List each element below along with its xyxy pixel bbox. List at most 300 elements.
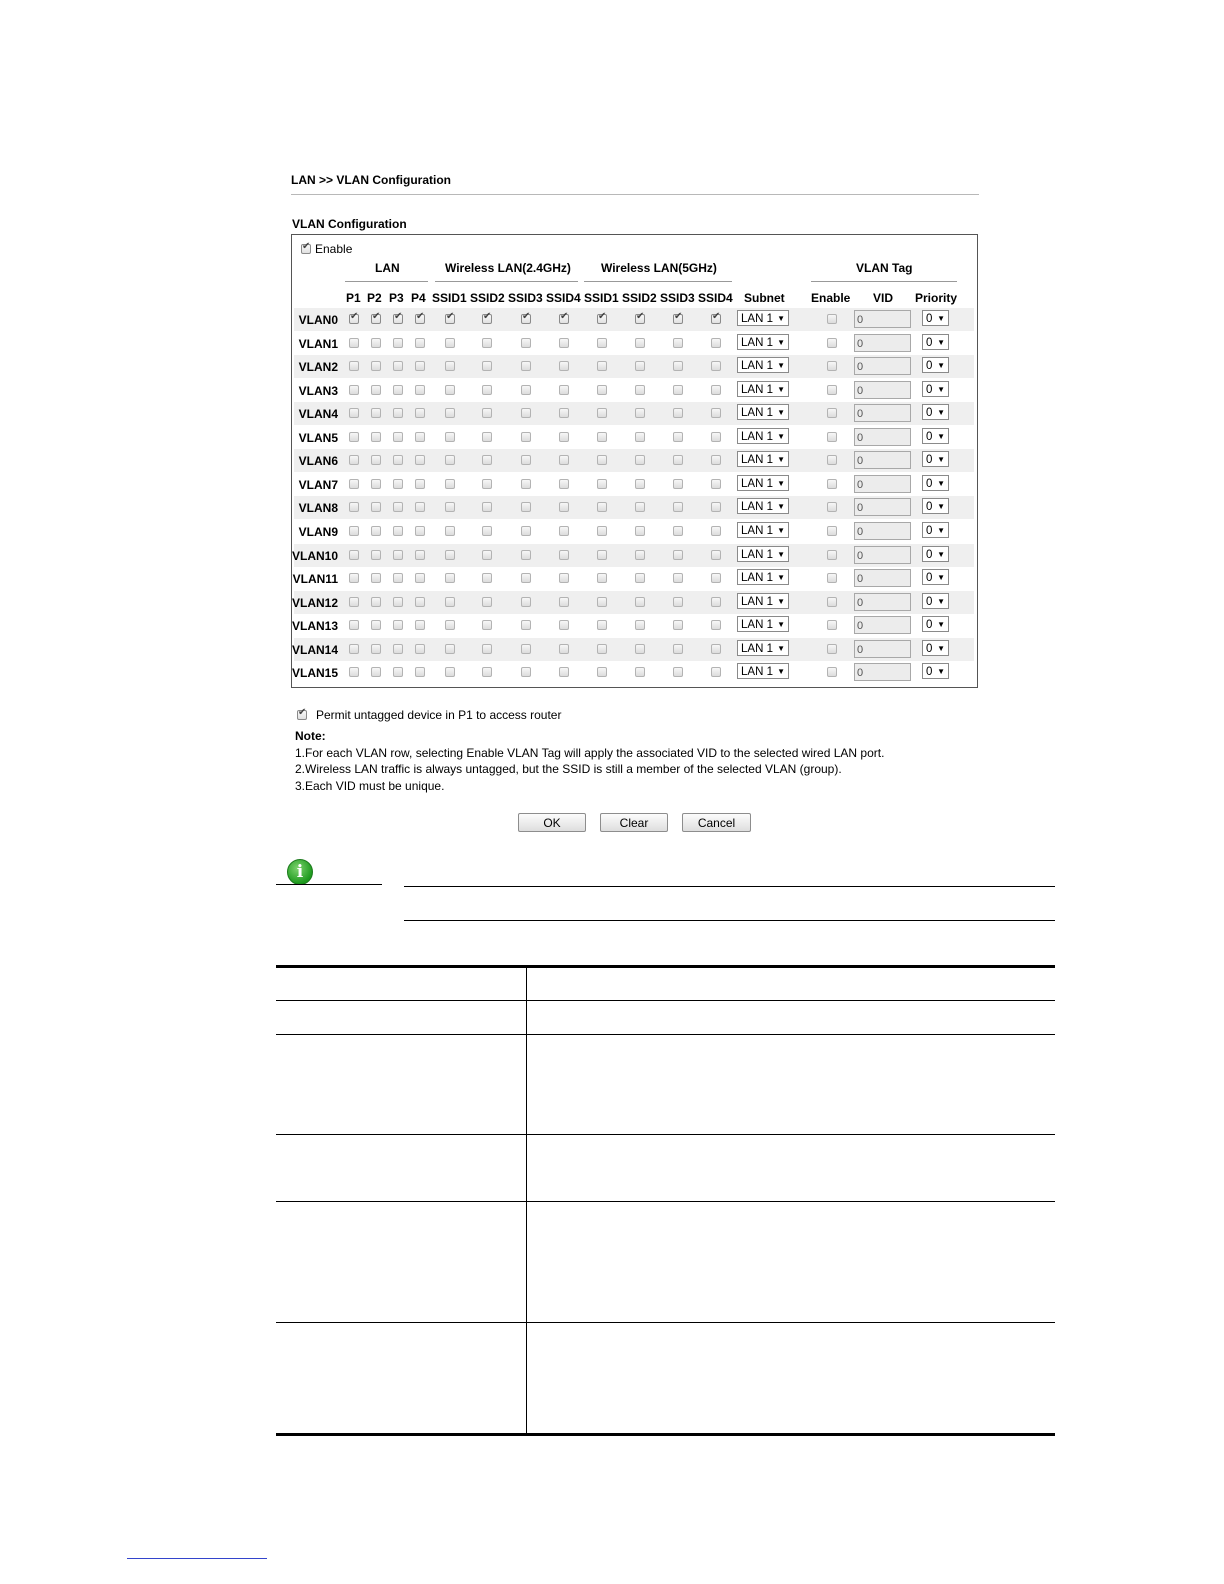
port-member-checkbox[interactable]: [393, 479, 403, 489]
port-member-checkbox[interactable]: [597, 314, 607, 324]
port-member-checkbox[interactable]: [415, 667, 425, 677]
port-member-checkbox[interactable]: [597, 526, 607, 536]
vid-input[interactable]: 0: [854, 428, 911, 446]
port-member-checkbox[interactable]: [482, 667, 492, 677]
port-member-checkbox[interactable]: [597, 408, 607, 418]
port-member-checkbox[interactable]: [393, 573, 403, 583]
vid-input[interactable]: 0: [854, 451, 911, 469]
port-member-checkbox[interactable]: [371, 479, 381, 489]
port-member-checkbox[interactable]: [673, 314, 683, 324]
subnet-select[interactable]: [737, 663, 789, 679]
port-member-checkbox[interactable]: [711, 667, 721, 677]
table-row-rule: [276, 1000, 1055, 1001]
port-member-checkbox[interactable]: [349, 432, 359, 442]
port-member-checkbox[interactable]: [393, 385, 403, 395]
port-member-checkbox[interactable]: [349, 479, 359, 489]
port-member-checkbox[interactable]: [521, 550, 531, 560]
port-member-checkbox[interactable]: [415, 573, 425, 583]
port-member-checkbox[interactable]: [482, 644, 492, 654]
col-head-vid: VID: [873, 291, 894, 305]
port-member-checkbox[interactable]: [349, 455, 359, 465]
port-member-checkbox[interactable]: [482, 314, 492, 324]
vlan-tag-enable-checkbox[interactable]: [827, 479, 837, 489]
port-member-checkbox[interactable]: [673, 385, 683, 395]
port-member-checkbox[interactable]: [482, 502, 492, 512]
port-member-checkbox[interactable]: [597, 644, 607, 654]
port-member-checkbox[interactable]: [415, 455, 425, 465]
port-member-checkbox[interactable]: [597, 338, 607, 348]
priority-select[interactable]: [922, 663, 949, 679]
port-member-checkbox[interactable]: [521, 620, 531, 630]
priority-select[interactable]: [922, 616, 949, 632]
port-member-checkbox[interactable]: [597, 620, 607, 630]
vid-input[interactable]: 0: [854, 640, 911, 658]
port-member-checkbox[interactable]: [559, 338, 569, 348]
port-member-checkbox[interactable]: [559, 479, 569, 489]
port-member-checkbox[interactable]: [635, 644, 645, 654]
port-member-checkbox[interactable]: [445, 573, 455, 583]
col-head-port: P4: [411, 291, 426, 305]
port-member-checkbox[interactable]: [711, 479, 721, 489]
vlan-row-label: VLAN6: [298, 454, 338, 469]
port-member-checkbox[interactable]: [445, 644, 455, 654]
port-member-checkbox[interactable]: [521, 597, 531, 607]
port-member-checkbox[interactable]: [597, 667, 607, 677]
subnet-select[interactable]: [737, 498, 789, 514]
port-member-checkbox[interactable]: [445, 502, 455, 512]
port-member-checkbox[interactable]: [349, 667, 359, 677]
port-member-checkbox[interactable]: [371, 314, 381, 324]
vid-input[interactable]: 0: [854, 663, 911, 681]
port-member-checkbox[interactable]: [371, 644, 381, 654]
subnet-select[interactable]: [737, 569, 789, 585]
chevron-down-icon: ▼: [777, 337, 785, 347]
priority-select[interactable]: [922, 522, 949, 538]
port-member-checkbox[interactable]: [521, 432, 531, 442]
chevron-down-icon: ▼: [777, 455, 785, 465]
vid-input[interactable]: 0: [854, 616, 911, 634]
port-member-checkbox[interactable]: [559, 667, 569, 677]
port-member-checkbox[interactable]: [371, 573, 381, 583]
port-member-checkbox[interactable]: [349, 502, 359, 512]
subnet-select-value: LAN 1: [741, 595, 773, 608]
port-member-checkbox[interactable]: [445, 408, 455, 418]
port-member-checkbox[interactable]: [597, 479, 607, 489]
vlan-tag-enable-checkbox[interactable]: [827, 644, 837, 654]
port-member-checkbox[interactable]: [597, 550, 607, 560]
port-member-checkbox[interactable]: [349, 644, 359, 654]
clear-button[interactable]: Clear: [600, 813, 668, 832]
port-member-checkbox[interactable]: [673, 338, 683, 348]
port-member-checkbox[interactable]: [597, 385, 607, 395]
priority-select[interactable]: [922, 640, 949, 656]
port-member-checkbox[interactable]: [445, 455, 455, 465]
priority-select[interactable]: [922, 357, 949, 373]
port-member-checkbox[interactable]: [393, 455, 403, 465]
port-member-checkbox[interactable]: [349, 597, 359, 607]
subnet-select[interactable]: [737, 522, 789, 538]
port-member-checkbox[interactable]: [415, 620, 425, 630]
port-member-checkbox[interactable]: [521, 573, 531, 583]
port-member-checkbox[interactable]: [415, 644, 425, 654]
priority-select-value: 0: [926, 548, 933, 561]
port-member-checkbox[interactable]: [482, 526, 492, 536]
port-member-checkbox[interactable]: [482, 597, 492, 607]
port-member-checkbox[interactable]: [371, 432, 381, 442]
port-member-checkbox[interactable]: [521, 479, 531, 489]
group-wlan5-label: Wireless LAN(5GHz): [601, 261, 717, 275]
vid-input[interactable]: 0: [854, 569, 911, 587]
port-member-checkbox[interactable]: [521, 526, 531, 536]
vlan-row-label: VLAN3: [298, 383, 338, 398]
vlan-enable-checkbox[interactable]: [301, 244, 311, 254]
port-member-checkbox[interactable]: [415, 361, 425, 371]
vid-input[interactable]: 0: [854, 334, 911, 352]
vid-input[interactable]: 0: [854, 381, 911, 399]
vid-input[interactable]: 0: [854, 546, 911, 564]
port-member-checkbox[interactable]: [445, 550, 455, 560]
port-member-checkbox[interactable]: [415, 479, 425, 489]
chevron-down-icon: ▼: [777, 667, 785, 677]
port-member-checkbox[interactable]: [673, 550, 683, 560]
port-member-checkbox[interactable]: [559, 455, 569, 465]
port-member-checkbox[interactable]: [445, 526, 455, 536]
port-member-checkbox[interactable]: [415, 408, 425, 418]
port-member-checkbox[interactable]: [371, 385, 381, 395]
port-member-checkbox[interactable]: [559, 573, 569, 583]
subnet-select[interactable]: [737, 357, 789, 373]
port-member-checkbox[interactable]: [371, 361, 381, 371]
col-head-port: P2: [367, 291, 382, 305]
subnet-select-value: LAN 1: [741, 501, 773, 514]
vid-input[interactable]: 0: [854, 357, 911, 375]
port-member-checkbox[interactable]: [711, 573, 721, 583]
port-member-checkbox[interactable]: [635, 550, 645, 560]
port-member-checkbox[interactable]: [673, 361, 683, 371]
port-member-checkbox[interactable]: [349, 408, 359, 418]
vlan-tag-enable-checkbox[interactable]: [827, 314, 837, 324]
port-member-checkbox[interactable]: [635, 361, 645, 371]
port-member-checkbox[interactable]: [521, 502, 531, 512]
vid-input[interactable]: 0: [854, 593, 911, 611]
port-member-checkbox[interactable]: [371, 526, 381, 536]
priority-select[interactable]: [922, 310, 949, 326]
vid-input[interactable]: 0: [854, 498, 911, 516]
subnet-select[interactable]: [737, 310, 789, 326]
port-member-checkbox[interactable]: [371, 667, 381, 677]
port-member-checkbox[interactable]: [393, 620, 403, 630]
port-member-checkbox[interactable]: [559, 550, 569, 560]
chevron-down-icon: ▼: [777, 408, 785, 418]
port-member-checkbox[interactable]: [415, 597, 425, 607]
port-member-checkbox[interactable]: [349, 385, 359, 395]
priority-select[interactable]: [922, 404, 949, 420]
port-member-checkbox[interactable]: [597, 597, 607, 607]
port-member-checkbox[interactable]: [393, 361, 403, 371]
port-member-checkbox[interactable]: [349, 361, 359, 371]
port-member-checkbox[interactable]: [482, 550, 492, 560]
priority-select-value: 0: [926, 454, 933, 467]
port-member-checkbox[interactable]: [371, 338, 381, 348]
subnet-select[interactable]: [737, 640, 789, 656]
port-member-checkbox[interactable]: [482, 620, 492, 630]
port-member-checkbox[interactable]: [371, 597, 381, 607]
port-member-checkbox[interactable]: [415, 314, 425, 324]
subnet-select[interactable]: [737, 475, 789, 491]
port-member-checkbox[interactable]: [597, 502, 607, 512]
port-member-checkbox[interactable]: [673, 644, 683, 654]
port-member-checkbox[interactable]: [393, 432, 403, 442]
cancel-button[interactable]: Cancel: [682, 813, 751, 832]
port-member-checkbox[interactable]: [635, 408, 645, 418]
port-member-checkbox[interactable]: [711, 620, 721, 630]
port-member-checkbox[interactable]: [349, 620, 359, 630]
port-member-checkbox[interactable]: [349, 314, 359, 324]
subnet-select-value: LAN 1: [741, 454, 773, 467]
port-member-checkbox[interactable]: [521, 408, 531, 418]
vlan-tag-enable-checkbox[interactable]: [827, 432, 837, 442]
priority-select[interactable]: [922, 546, 949, 562]
chevron-down-icon: ▼: [937, 643, 945, 653]
port-member-checkbox[interactable]: [673, 432, 683, 442]
port-member-checkbox[interactable]: [393, 526, 403, 536]
port-member-checkbox[interactable]: [445, 620, 455, 630]
port-member-checkbox[interactable]: [635, 573, 645, 583]
priority-select[interactable]: [922, 334, 949, 350]
subnet-select-value: LAN 1: [741, 430, 773, 443]
port-member-checkbox[interactable]: [349, 550, 359, 560]
port-member-checkbox[interactable]: [711, 314, 721, 324]
port-member-checkbox[interactable]: [597, 432, 607, 442]
vlan-row: [294, 308, 974, 331]
subnet-select[interactable]: [737, 334, 789, 350]
port-member-checkbox[interactable]: [371, 620, 381, 630]
chevron-down-icon: ▼: [777, 620, 785, 630]
vlan-tag-enable-checkbox[interactable]: [827, 667, 837, 677]
vlan-tag-enable-checkbox[interactable]: [827, 526, 837, 536]
port-member-checkbox[interactable]: [393, 550, 403, 560]
port-member-checkbox[interactable]: [711, 550, 721, 560]
port-member-checkbox[interactable]: [393, 502, 403, 512]
port-member-checkbox[interactable]: [521, 644, 531, 654]
port-member-checkbox[interactable]: [673, 408, 683, 418]
priority-select[interactable]: [922, 569, 949, 585]
group-lan-label: LAN: [375, 261, 400, 275]
chevron-down-icon: ▼: [937, 525, 945, 535]
vlan-tag-enable-checkbox[interactable]: [827, 550, 837, 560]
chevron-down-icon: ▼: [937, 667, 945, 677]
priority-select[interactable]: [922, 381, 949, 397]
subnet-select-value: LAN 1: [741, 524, 773, 537]
port-member-checkbox[interactable]: [482, 408, 492, 418]
subnet-select[interactable]: [737, 381, 789, 397]
port-member-checkbox[interactable]: [635, 597, 645, 607]
port-member-checkbox[interactable]: [445, 667, 455, 677]
vlan-tag-enable-checkbox[interactable]: [827, 455, 837, 465]
vlan-row-label: VLAN0: [298, 313, 338, 327]
port-member-checkbox[interactable]: [521, 385, 531, 395]
vlan-row-label: VLAN9: [298, 524, 338, 539]
port-member-checkbox[interactable]: [415, 338, 425, 348]
port-member-checkbox[interactable]: [597, 361, 607, 371]
port-member-checkbox[interactable]: [559, 408, 569, 418]
port-member-checkbox[interactable]: [711, 455, 721, 465]
priority-select[interactable]: [922, 475, 949, 491]
port-member-checkbox[interactable]: [371, 408, 381, 418]
subnet-select[interactable]: [737, 404, 789, 420]
port-member-checkbox[interactable]: [521, 338, 531, 348]
port-member-checkbox[interactable]: [521, 361, 531, 371]
port-member-checkbox[interactable]: [445, 479, 455, 489]
port-member-checkbox[interactable]: [393, 667, 403, 677]
port-member-checkbox[interactable]: [559, 432, 569, 442]
port-member-checkbox[interactable]: [445, 597, 455, 607]
port-member-checkbox[interactable]: [559, 314, 569, 324]
port-member-checkbox[interactable]: [415, 550, 425, 560]
col-head-port: SSID3: [508, 291, 543, 305]
vlan-tag-enable-checkbox[interactable]: [827, 361, 837, 371]
port-member-checkbox[interactable]: [673, 573, 683, 583]
permit-untagged-checkbox[interactable]: [297, 710, 307, 720]
port-member-checkbox[interactable]: [393, 644, 403, 654]
port-member-checkbox[interactable]: [635, 479, 645, 489]
ok-button[interactable]: OK: [518, 813, 586, 832]
port-member-checkbox[interactable]: [482, 479, 492, 489]
port-member-checkbox[interactable]: [673, 667, 683, 677]
port-member-checkbox[interactable]: [371, 550, 381, 560]
port-member-checkbox[interactable]: [559, 644, 569, 654]
vid-input[interactable]: 0: [854, 310, 911, 328]
port-member-checkbox[interactable]: [635, 620, 645, 630]
port-member-checkbox[interactable]: [673, 526, 683, 536]
subnet-select[interactable]: [737, 616, 789, 632]
vlan-tag-enable-checkbox[interactable]: [827, 408, 837, 418]
subnet-select[interactable]: [737, 428, 789, 444]
port-member-checkbox[interactable]: [415, 502, 425, 512]
vlan-tag-enable-checkbox[interactable]: [827, 502, 837, 512]
port-member-checkbox[interactable]: [445, 432, 455, 442]
vlan-tag-enable-checkbox[interactable]: [827, 338, 837, 348]
port-member-checkbox[interactable]: [482, 338, 492, 348]
port-member-checkbox[interactable]: [711, 502, 721, 512]
port-member-checkbox[interactable]: [711, 408, 721, 418]
port-member-checkbox[interactable]: [673, 597, 683, 607]
priority-select[interactable]: [922, 498, 949, 514]
port-member-checkbox[interactable]: [559, 385, 569, 395]
table-row-rule: [276, 1034, 1055, 1035]
vlan-row: [294, 591, 974, 614]
port-member-checkbox[interactable]: [673, 502, 683, 512]
vlan-tag-enable-checkbox[interactable]: [827, 620, 837, 630]
subnet-select[interactable]: [737, 546, 789, 562]
port-member-checkbox[interactable]: [711, 432, 721, 442]
port-member-checkbox[interactable]: [349, 573, 359, 583]
subnet-select[interactable]: [737, 451, 789, 467]
chevron-down-icon: ▼: [937, 361, 945, 371]
port-member-checkbox[interactable]: [711, 644, 721, 654]
port-member-checkbox[interactable]: [349, 526, 359, 536]
note-line: 2.Wireless LAN traffic is always untagged, but the SSID is still a member of the selected VLAN (group).: [295, 762, 842, 776]
port-member-checkbox[interactable]: [521, 667, 531, 677]
port-member-checkbox[interactable]: [635, 338, 645, 348]
table-column-divider: [526, 967, 527, 1434]
port-member-checkbox[interactable]: [445, 314, 455, 324]
subnet-select[interactable]: [737, 593, 789, 609]
port-member-checkbox[interactable]: [415, 385, 425, 395]
vid-input[interactable]: 0: [854, 522, 911, 540]
vlan-tag-enable-checkbox[interactable]: [827, 385, 837, 395]
port-member-checkbox[interactable]: [415, 526, 425, 536]
port-member-checkbox[interactable]: [393, 338, 403, 348]
port-member-checkbox[interactable]: [521, 455, 531, 465]
port-member-checkbox[interactable]: [635, 526, 645, 536]
port-member-checkbox[interactable]: [371, 502, 381, 512]
port-member-checkbox[interactable]: [393, 408, 403, 418]
chevron-down-icon: ▼: [777, 502, 785, 512]
port-member-checkbox[interactable]: [597, 455, 607, 465]
port-member-checkbox[interactable]: [711, 361, 721, 371]
port-member-checkbox[interactable]: [482, 573, 492, 583]
port-member-checkbox[interactable]: [673, 455, 683, 465]
port-member-checkbox[interactable]: [711, 526, 721, 536]
port-member-checkbox[interactable]: [482, 455, 492, 465]
port-member-checkbox[interactable]: [393, 597, 403, 607]
port-member-checkbox[interactable]: [635, 432, 645, 442]
port-member-checkbox[interactable]: [415, 432, 425, 442]
port-member-checkbox[interactable]: [445, 385, 455, 395]
port-member-checkbox[interactable]: [635, 314, 645, 324]
port-member-checkbox[interactable]: [673, 479, 683, 489]
subnet-select-value: LAN 1: [741, 666, 773, 679]
port-member-checkbox[interactable]: [349, 338, 359, 348]
port-member-checkbox[interactable]: [597, 573, 607, 583]
port-member-checkbox[interactable]: [559, 597, 569, 607]
port-member-checkbox[interactable]: [559, 620, 569, 630]
port-member-checkbox[interactable]: [393, 314, 403, 324]
port-member-checkbox[interactable]: [559, 526, 569, 536]
chevron-down-icon: ▼: [937, 573, 945, 583]
port-member-checkbox[interactable]: [635, 455, 645, 465]
priority-select[interactable]: [922, 428, 949, 444]
vid-input[interactable]: 0: [854, 475, 911, 493]
port-member-checkbox[interactable]: [445, 361, 455, 371]
port-member-checkbox[interactable]: [711, 338, 721, 348]
port-member-checkbox[interactable]: [482, 432, 492, 442]
port-member-checkbox[interactable]: [521, 314, 531, 324]
port-member-checkbox[interactable]: [635, 502, 645, 512]
port-member-checkbox[interactable]: [635, 667, 645, 677]
port-member-checkbox[interactable]: [559, 361, 569, 371]
priority-select[interactable]: [922, 451, 949, 467]
vlan-tag-enable-checkbox[interactable]: [827, 573, 837, 583]
vlan-row: [294, 402, 974, 425]
port-member-checkbox[interactable]: [371, 455, 381, 465]
vlan-tag-enable-checkbox[interactable]: [827, 597, 837, 607]
port-member-checkbox[interactable]: [635, 385, 645, 395]
port-member-checkbox[interactable]: [482, 361, 492, 371]
port-member-checkbox[interactable]: [445, 338, 455, 348]
port-member-checkbox[interactable]: [711, 385, 721, 395]
priority-select-value: 0: [926, 642, 933, 655]
vid-input[interactable]: 0: [854, 404, 911, 422]
col-head-subnet: Subnet: [744, 291, 785, 305]
col-head-port: SSID2: [470, 291, 505, 305]
port-member-checkbox[interactable]: [482, 385, 492, 395]
port-member-checkbox[interactable]: [711, 597, 721, 607]
priority-select[interactable]: [922, 593, 949, 609]
port-member-checkbox[interactable]: [673, 620, 683, 630]
port-member-checkbox[interactable]: [559, 502, 569, 512]
